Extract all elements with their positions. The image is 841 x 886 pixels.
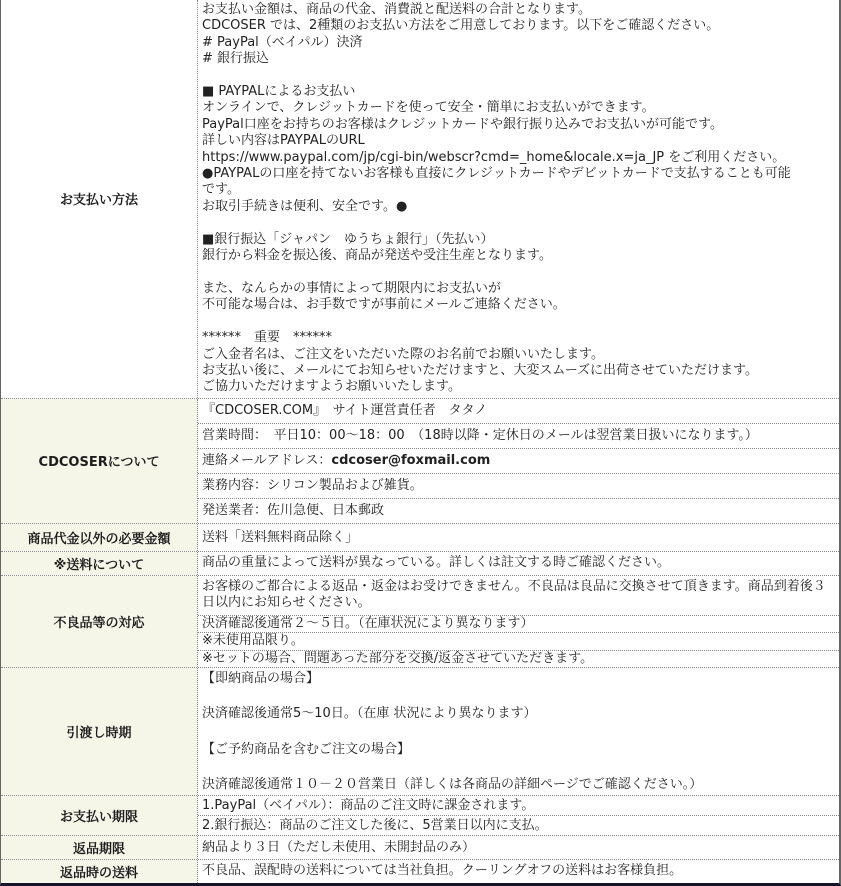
row-payment-deadline — [1, 795, 839, 835]
payment-deadline-content — [198, 796, 839, 835]
header-delivery-time: 引渡し時期 — [1, 668, 198, 795]
about-contact-row — [198, 449, 839, 474]
defective-policy: お客様のご都合による返品・返金はお受けできません。不良品は良品に交換させて頂きます。商品到着後３日以内にお知らせください。 — [198, 576, 839, 616]
header-about-shop: CDCOSERについて — [1, 399, 198, 523]
delivery-time-content — [198, 668, 839, 795]
header-payment-deadline: お支払い期限 — [1, 796, 198, 835]
return-shipping-content — [198, 860, 839, 883]
extra-fees-text: 送料「送料無料商品除く」 — [202, 529, 359, 545]
return-shipping-text: 不良品、誤配時の送料については当社負担。クーリングオフの送料はお客様負担。 — [202, 863, 683, 879]
header-return-deadline: 返品期限 — [1, 836, 198, 859]
shipping-note-text: 商品の重量によって送料が異なっている。詳しくは註文する時ご確認ください。 — [202, 554, 671, 570]
header-extra-fees: 商品代金以外の必要金額 — [1, 524, 198, 551]
payment-method-content — [198, 0, 839, 398]
contact-email-label: 連絡メールアドレス： — [202, 452, 332, 468]
header-defective-items: 不良品等の対応 — [1, 576, 198, 668]
defective-unused-only: ※未使用品限り。 — [198, 633, 839, 651]
row-delivery-time — [1, 667, 839, 795]
shipping-note-content — [198, 552, 839, 575]
row-extra-fees — [1, 523, 839, 551]
row-return-shipping — [1, 859, 839, 883]
about-business-hours: 営業時間： 平日10：00～18：00 （18時以降・定休日のメールは翌営業日扱いになります。） — [198, 424, 839, 449]
return-deadline-content — [198, 836, 839, 859]
defective-items-content — [198, 576, 839, 668]
row-return-deadline — [1, 835, 839, 859]
about-site-operator: 『CDCOSER.COM』 サイト運営責任者 タタノ — [198, 399, 839, 424]
defective-set-policy: ※セットの場合、問題あった部分を交換/返金させていただきます。 — [202, 650, 594, 666]
payment-deadline-paypal: 1.PayPal（ベイパル）：商品のご注文時に課金されます。 — [198, 796, 839, 816]
about-shop-content — [198, 399, 839, 523]
header-shipping-note: ※送料について — [1, 552, 198, 575]
header-payment-method: お支払い方法 — [1, 0, 198, 398]
about-shipping-carriers: 発送業者：佐川急便、日本郵政 — [202, 502, 385, 518]
payment-method-lines: お支払い金額は、商品の代金、消費説と配送料の合計となります。 CDCOSER では、2種類のお支払い方法をご用意しております。以下をご確認ください。 # PayPal（ベイパル）決済 # 銀行振込 ■ PAYPALによるお支払い オンラインで、クレジットカードを使って安全・簡単にお支払いができます。 PayPal口座をお持ちのお客様はクレジットカードや銀行振り込みでお支払いが可能です。 詳しい内容はPAYPALのURL https://www.paypal.com/jp/cgi-bin/webscr?cmd=_home&locale.x=ja_JP をご利用ください。 ●PAYPALの口座を持てないお客様も直接にクレジットカードやデビットカードで支払することも可能 です。 お取引手続きは便利、安全です。● ■銀行振込「ジャパン ゆうちょ銀行」（先払い） 銀行から料金を振込後、商品が発送や受注生産となります。 また、なんらかの事情によって期限内にお支払いが 不可能な場合は、お手数ですが事前にメールご連絡ください。 ****** 重要 ****** ご入金者名は、ご注文をいただいた際のお名前でお願いいたします。 お支払い後に、メールにてお知らせいただけますと、大変スムーズに出荷させていただけます。 ご協力いただけますようお願いいたします。 — [202, 2, 791, 395]
row-shipping-note — [1, 551, 839, 575]
row-payment-method — [1, 0, 839, 398]
defective-processing-time: 決済確認後通常２～５日。（在庫状況により異なります） — [198, 616, 839, 634]
contact-email-value: cdcoser@foxmail.com — [331, 452, 491, 468]
payment-deadline-bank: 2.銀行振込：商品のご注文した後に、5営業日以内に支払。 — [202, 818, 548, 834]
row-defective-items — [1, 575, 839, 668]
extra-fees-content — [198, 524, 839, 551]
header-return-shipping: 返品時の送料 — [1, 860, 198, 883]
delivery-time-lines: 【即納商品の場合】 決済確認後通常5～10日。（在庫 状況により異なります） 【ご予約商品を含むご注文の場合】 決済確認後通常１０－２０営業日（詳しくは各商品の詳細ページでご確認ください。） — [202, 671, 703, 792]
row-about-shop — [1, 398, 839, 523]
about-business-description: 業務内容：シリコン製品および雑貨。 — [198, 474, 839, 499]
return-deadline-text: 納品より３日（ただし未使用、未開封品のみ） — [202, 840, 476, 856]
